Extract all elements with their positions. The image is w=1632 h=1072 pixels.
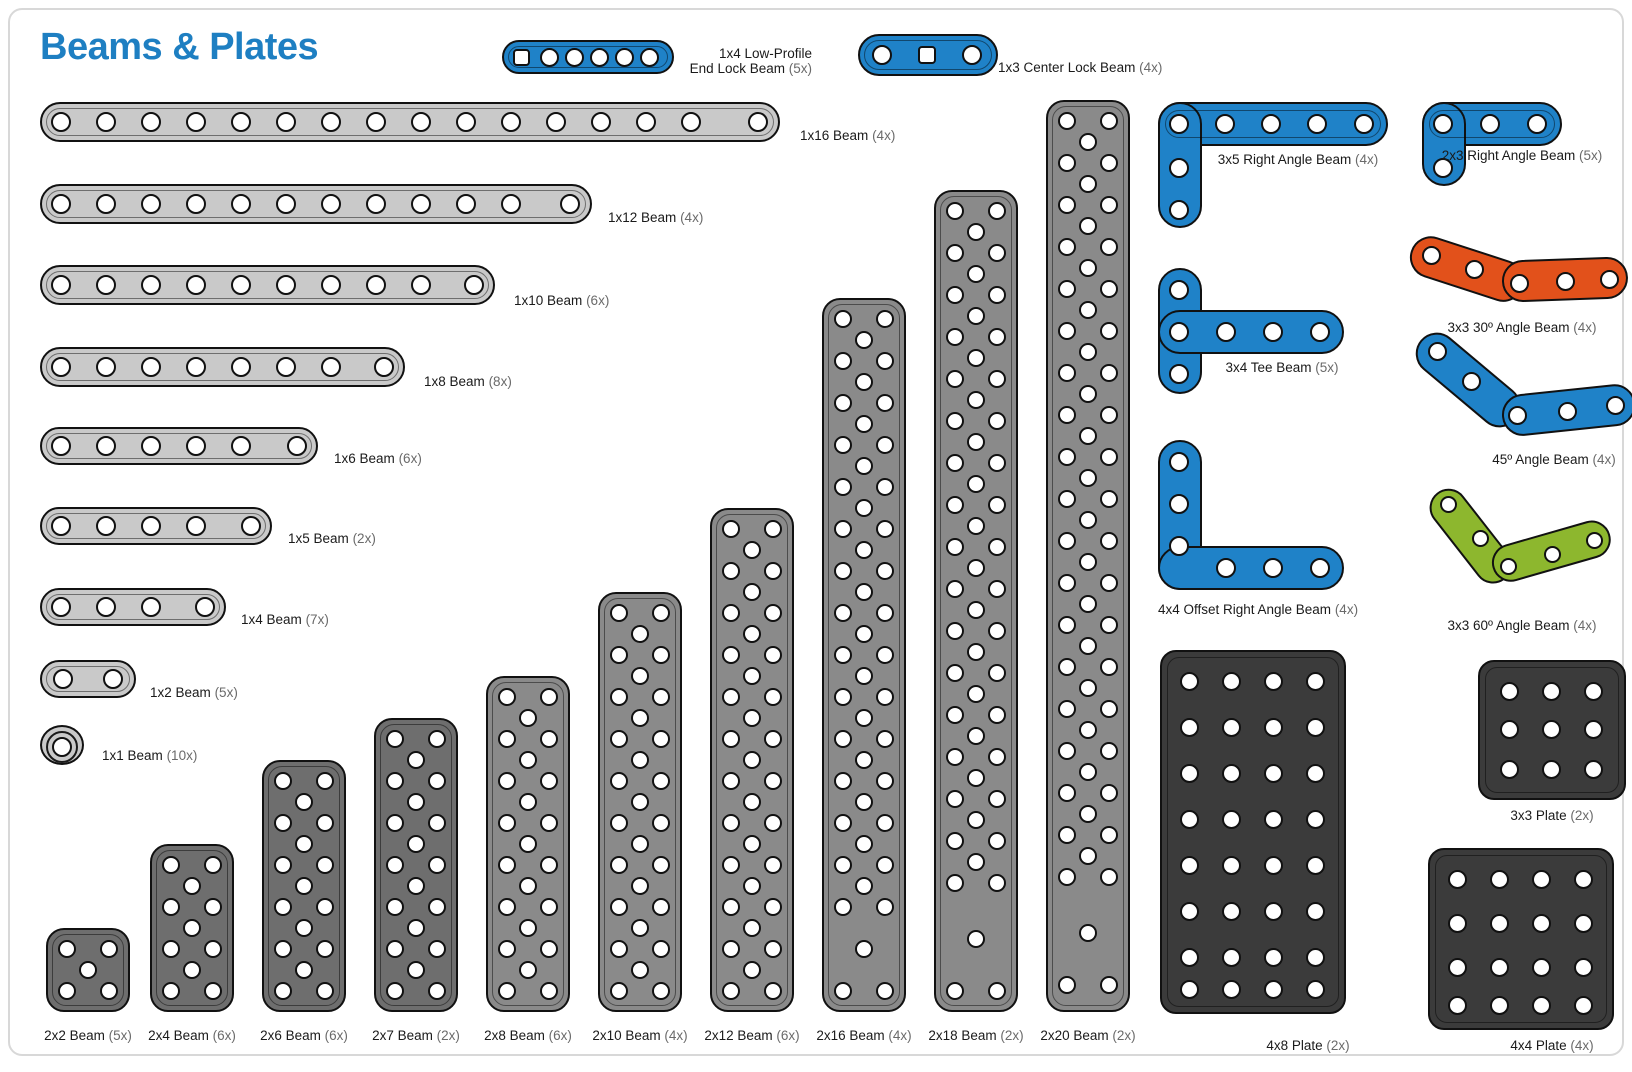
- label-1x5-beam: 1x5 Beam (2x): [288, 531, 376, 546]
- label-4x4-plate: 4x4 Plate (4x): [1510, 1038, 1594, 1053]
- label-3x3-60-degree-angle-beam: 3x3 60º Angle Beam (4x): [1447, 618, 1597, 633]
- label-1x16-beam: 1x16 Beam (4x): [800, 128, 896, 143]
- label-4x8-plate: 4x8 Plate (2x): [1266, 1038, 1350, 1053]
- label-1x4-beam: 1x4 Beam (7x): [241, 612, 329, 627]
- part-45-degree-angle-beam[interactable]: [1416, 332, 1632, 442]
- label-45-degree-angle-beam: 45º Angle Beam (4x): [1492, 452, 1616, 467]
- label-1x12-beam: 1x12 Beam (4x): [608, 210, 704, 225]
- label-2x12-beam: 2x12 Beam (6x): [704, 1028, 800, 1043]
- page-title: Beams & Plates: [40, 26, 319, 68]
- label-4x4-offset-right-angle-beam: 4x4 Offset Right Angle Beam (4x): [1157, 602, 1359, 617]
- parts-inventory-sheet: [8, 8, 1624, 1056]
- label-2x8-beam: 2x8 Beam (6x): [484, 1028, 572, 1043]
- label-1x10-beam: 1x10 Beam (6x): [514, 293, 610, 308]
- label-1x3-center-lock-beam: 1x3 Center Lock Beam (4x): [998, 60, 1163, 75]
- label-1x1-beam: 1x1 Beam (10x): [102, 748, 198, 763]
- label-1x6-beam: 1x6 Beam (6x): [334, 451, 422, 466]
- label-3x3-30-degree-angle-beam: 3x3 30º Angle Beam (4x): [1447, 320, 1597, 335]
- label-2x10-beam: 2x10 Beam (4x): [592, 1028, 688, 1043]
- label-2x20-beam: 2x20 Beam (2x): [1040, 1028, 1136, 1043]
- label-2x16-beam: 2x16 Beam (4x): [816, 1028, 912, 1043]
- part-3x3-30-degree-angle-beam[interactable]: [1410, 232, 1630, 312]
- label-3x3-plate: 3x3 Plate (2x): [1510, 808, 1594, 823]
- part-3x3-60-degree-angle-beam[interactable]: [1430, 488, 1620, 598]
- label-1x2-beam: 1x2 Beam (5x): [150, 685, 238, 700]
- label-2x4-beam: 2x4 Beam (6x): [148, 1028, 236, 1043]
- label-2x6-beam: 2x6 Beam (6x): [260, 1028, 348, 1043]
- label-1x8-beam: 1x8 Beam (8x): [424, 374, 512, 389]
- label-3x5-right-angle-beam: 3x5 Right Angle Beam (4x): [1217, 152, 1379, 167]
- label-3x4-tee-beam: 3x4 Tee Beam (5x): [1225, 360, 1339, 375]
- label-2x18-beam: 2x18 Beam (2x): [928, 1028, 1024, 1043]
- label-2x7-beam: 2x7 Beam (2x): [372, 1028, 460, 1043]
- label-2x3-right-angle-beam: 2x3 Right Angle Beam (5x): [1441, 148, 1603, 163]
- label-1x4-low-profile-end-lock-beam: 1x4 Low-Profile End Lock Beam (5x): [689, 46, 812, 76]
- label-2x2-beam: 2x2 Beam (5x): [44, 1028, 132, 1043]
